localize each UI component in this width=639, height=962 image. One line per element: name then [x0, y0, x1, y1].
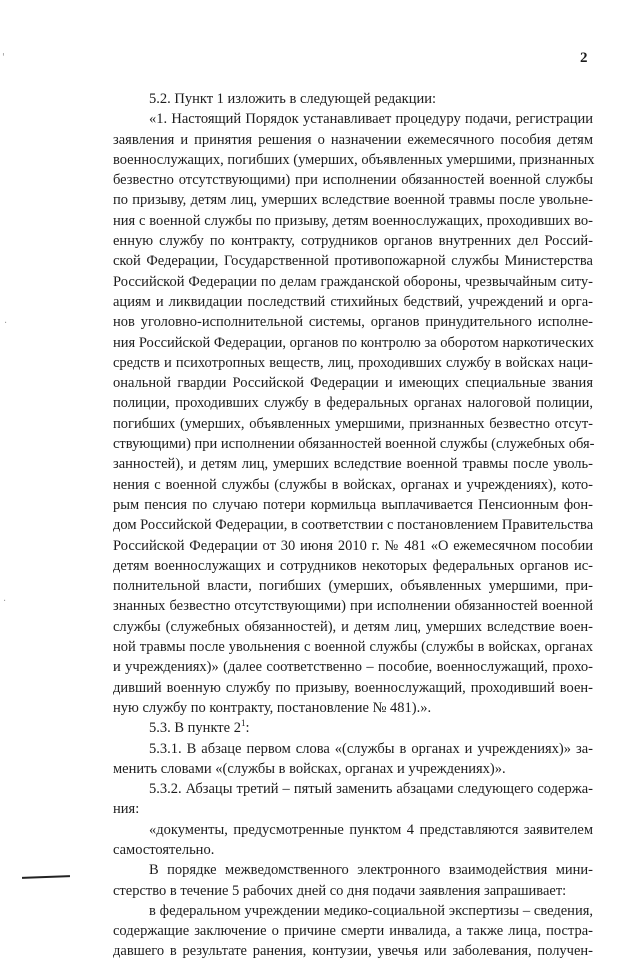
document-line-suffix: :	[245, 720, 250, 737]
document-line	[113, 495, 593, 515]
document-line	[113, 272, 593, 292]
document-line-text: стерство в течение 5 рабочих дней со дня подачи заявления запрашивает:	[113, 882, 567, 899]
document-line-text: 5.3. В пункте 2	[149, 720, 241, 737]
document-line	[113, 414, 593, 434]
document-line-text: рым пенсия по случаю потери кормильца выплачивается Пенсионным фон-	[113, 496, 593, 513]
document-line-text: нов уголовно-исполнительной системы, органов принудительного исполне-	[113, 314, 593, 331]
document-line-text: 5.3.2. Абзацы третий – пятый заменить абзацами следующего содержа-	[149, 781, 593, 798]
document-line-text: ствующими) при исполнении обязанностей военной службы (служебных обя-	[113, 436, 595, 453]
document-line-text: Российской Федерации от 30 июня 2010 г. № 481 «О ежемесячном пособии	[113, 537, 593, 554]
document-line	[113, 881, 593, 901]
document-line	[113, 718, 593, 738]
document-line	[113, 860, 593, 880]
document-line-text: ной травмы после увольнения с военной службы (службы в войсках, органах	[113, 639, 593, 656]
document-line	[113, 150, 593, 170]
document-line-text: ональной гвардии Российской Федерации и имеющих специальные звания	[113, 375, 593, 392]
document-line	[113, 739, 593, 759]
document-line	[113, 840, 593, 860]
document-line-text: ную службу по контракту, постановление № 481).».	[113, 699, 432, 716]
document-line-text: погибших (умерших, объявленных умершими, признанных безвестно отсут-	[113, 415, 593, 432]
document-line	[113, 170, 593, 190]
document-line-text: ациям и ликвидации последствий стихийных бедствий, учреждений и орга-	[113, 293, 593, 310]
document-line-text: енную службу по контракту, сотрудников органов внутренних дел Россий-	[113, 233, 593, 250]
document-line-text: 5.2. Пункт 1 изложить в следующей редакции:	[149, 91, 437, 107]
document-line	[113, 130, 593, 150]
document-line	[113, 211, 593, 231]
document-line	[113, 454, 593, 474]
document-line	[113, 820, 593, 840]
document-line-text: службы (служебных обязанностей), и детям лиц, умерших вследствие воен-	[113, 618, 593, 635]
document-line-text: «1. Настоящий Порядок устанавливает процедуру подачи, регистрации	[149, 111, 593, 128]
document-line-text: детям военнослужащих и сотрудников некоторых федеральных органов ис-	[113, 557, 593, 574]
document-line-text: дивший военную службу по призыву, военнослужащий, проходивший воен-	[113, 679, 593, 696]
document-line-text: полнительной власти, погибших (умерших, объявленных умершими, при-	[113, 578, 593, 595]
document-line-text: нения с военной службы (службы в войсках, органах и учреждениях), кото-	[113, 476, 593, 493]
footer-pen-stroke	[22, 875, 70, 879]
document-line	[113, 698, 593, 718]
document-line-text: военнослужащих, погибших (умерших, объявленных умершими, признанных	[113, 151, 595, 168]
document-line	[113, 393, 593, 413]
document-line	[113, 251, 593, 271]
document-line	[113, 312, 593, 332]
document-line	[113, 921, 593, 941]
document-line	[113, 434, 593, 454]
margin-mark-top: '	[2, 52, 5, 63]
document-line	[113, 779, 593, 799]
document-line	[113, 515, 593, 535]
document-line	[113, 109, 593, 129]
document-line	[113, 292, 593, 312]
document-line-text: самостоятельно.	[113, 841, 215, 858]
document-line	[113, 536, 593, 556]
document-line	[113, 941, 593, 961]
document-line-text: заявления и принятия решения о назначении ежемесячного пособия детям	[113, 131, 593, 148]
document-line-text: ния с военной службы по призыву, детям военнослужащих, проходивших во-	[113, 212, 593, 229]
document-line	[113, 637, 593, 657]
document-line-text: средств и психотропных веществ, лиц, проходивших службу в войсках наци-	[113, 354, 593, 371]
superscript: 1	[240, 718, 246, 729]
document-line-text: менить словами «(службы в войсках, органах и учреждениях)».	[113, 760, 506, 777]
margin-mark-middle: ·	[4, 318, 8, 329]
document-line-text: ской Федерации, Государственной противопожарной службы Министерства	[113, 253, 593, 270]
document-line	[113, 231, 593, 251]
document-line	[113, 190, 593, 210]
document-line-text: по призыву, детям лиц, умерших вследствие военной травмы после увольне-	[113, 192, 593, 209]
document-line-text: Российской Федерации по делам гражданской обороны, чрезвычайным ситу-	[113, 273, 593, 290]
document-line	[113, 657, 593, 677]
page-number: 2	[580, 50, 588, 66]
document-line-text: безвестно отсутствующими) при исполнении обязанностей военной службы	[113, 172, 593, 189]
document-line-text: давшего в результате ранения, контузии, увечья или заболевания, получен-	[113, 943, 593, 960]
document-line-text: и учреждениях)» (далее соответственно – пособие, военнослужащий, прохо-	[113, 659, 593, 676]
document-line-text: полиции, проходивших службу в федеральных органах налоговой полиции,	[113, 395, 593, 412]
document-line-text: дом Российской Федерации, в соответствии с постановлением Правительства	[113, 517, 594, 534]
document-line	[113, 333, 593, 353]
margin-mark-lower: ·	[3, 596, 7, 607]
document-line	[113, 759, 593, 779]
document-line	[113, 678, 593, 698]
document-line	[113, 596, 593, 616]
document-line-text: В порядке межведомственного электронного взаимодействия мини-	[149, 862, 593, 879]
document-line	[113, 373, 593, 393]
document-line-text: 5.3.1. В абзаце первом слова «(службы в органах и учреждениях)» за-	[149, 740, 593, 757]
document-line	[113, 576, 593, 596]
document-line	[113, 475, 593, 495]
document-line-text: ния Российской Федерации, органов по контролю за оборотом наркотических	[113, 334, 594, 351]
document-line-text: ния:	[113, 801, 140, 818]
document-line	[113, 353, 593, 373]
document-line-text: «документы, предусмотренные пунктом 4 представляются заявителем	[149, 821, 593, 838]
document-line-text: знанных безвестно отсутствующими) при исполнении обязанностей военной	[113, 598, 593, 615]
document-body	[113, 89, 593, 962]
document-line	[113, 617, 593, 637]
document-line	[113, 901, 593, 921]
document-line	[113, 89, 593, 109]
document-line-text: содержащие заключение о причине смерти инвалида, а также лица, постра-	[113, 923, 593, 940]
document-line-text: в федеральном учреждении медико-социальной экспертизы – сведения,	[149, 902, 593, 919]
document-line	[113, 556, 593, 576]
document-line	[113, 799, 593, 819]
document-line-text: занностей), и детям лиц, умерших вследствие военной травмы после уволь-	[113, 456, 593, 473]
